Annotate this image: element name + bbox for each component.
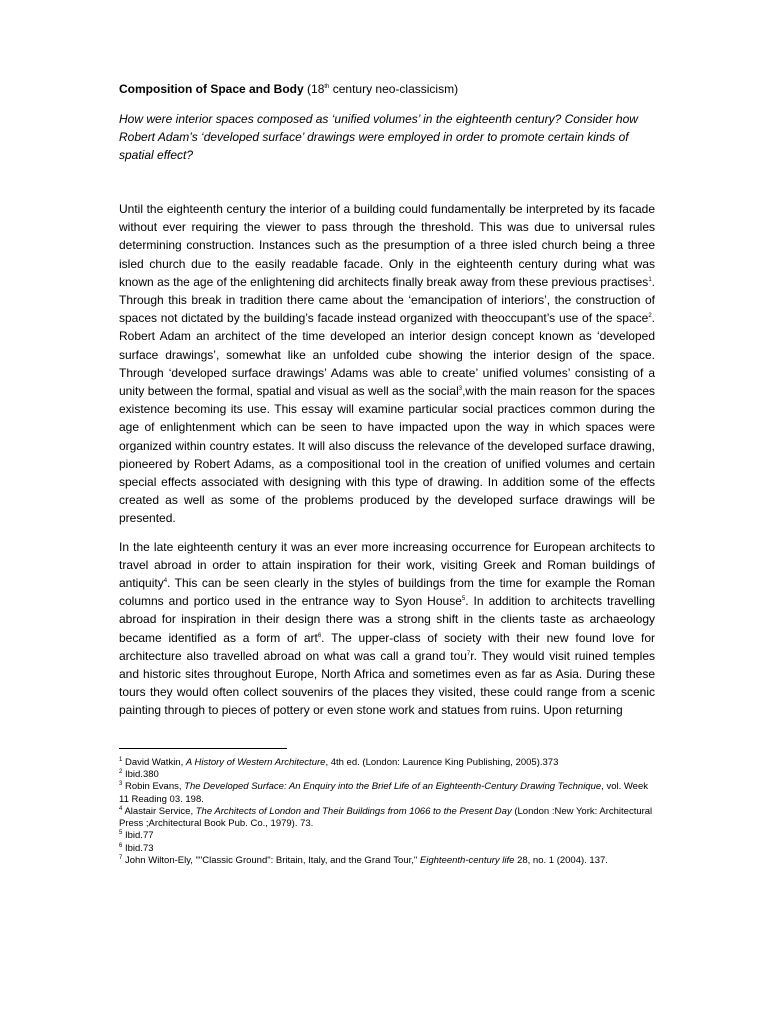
footnote-italic: A History of Western Architecture xyxy=(185,756,326,768)
footnote-italic: Eighteenth-century life xyxy=(419,855,515,867)
footnote-number: 3 xyxy=(119,781,123,788)
essay-subtitle-rest: century neo-classicism) xyxy=(329,82,459,96)
footnote-text: , 4th ed. (London: Laurence King Publishing, 2005).373 xyxy=(325,756,559,768)
footnote-text: Ibid.380 xyxy=(122,768,159,780)
essay-title: Composition of Space and Body xyxy=(119,82,304,96)
essay-subtitle-open: (18 xyxy=(307,82,325,96)
essay-subtitle-sup: th xyxy=(324,84,330,90)
footnote-text: Ibid.77 xyxy=(122,830,154,842)
footnote-ref: 6 xyxy=(317,632,322,639)
paragraph-text: ,with the main reason for the spaces existence becoming its use. This essay will examine particular social practices common during the age of enlightenment which can be seen to have impacted upon the way in which spaces were organized within country estates. It will also discuss the relevance of the developed surface drawing, pioneered by Robert Adams, as a compositional tool in the creation of unified volumes and certain special effects associated with designing with this type of drawing. In addition some of the effects created as well as some of the problems produced by the developed surface drawings will be presented. xyxy=(119,384,655,526)
footnote xyxy=(119,830,655,842)
footnote-number: 7 xyxy=(119,854,123,861)
paragraph-text: In the late eighteenth century it was an ever more increasing occurrence for European architects to travel abroad in order to attain inspiration for their work, visiting Greek and Roman buildings of antiquity xyxy=(119,539,655,591)
footnote-ref: 3 xyxy=(458,386,463,393)
footnote-ref: 2 xyxy=(648,313,652,320)
footnote-italic: The Architects of London and Their Buildings from 1066 to the Present Day xyxy=(195,805,512,817)
footnote-number: 4 xyxy=(119,805,123,812)
paragraph-text: . This can be seen clearly in the styles of buildings from the time for example the Roman columns and portico used in the entrance way to Syon House xyxy=(119,576,655,609)
footnote xyxy=(119,757,655,769)
footnote-text: Robin Evans, xyxy=(122,781,185,793)
footnote-text: Ibid.73 xyxy=(122,842,154,854)
footnote-ref: 7 xyxy=(466,650,471,657)
footnote-text: John Wilton-Ely, ""Classic Ground": Britain, Italy, and the Grand Tour," xyxy=(122,855,420,867)
essay-question: How were interior spaces composed as ‘unified volumes’ in the eighteenth century? Consider how Robert Adam’s ‘developed surface’ drawings were employed in order to promote certain kinds of spatial effect? xyxy=(119,112,638,162)
essay-heading xyxy=(119,80,655,98)
paragraph-1 xyxy=(119,200,655,528)
paragraph-2 xyxy=(119,538,655,720)
footnote-number: 1 xyxy=(119,756,123,763)
footnote-divider xyxy=(119,748,287,749)
document-page xyxy=(119,80,655,867)
paragraph-text: . Robert Adam an architect of the time developed an interior design concept known as ‘developed surface drawings’, somewhat like an unfolded cube showing the interior design of the space. Through ‘developed surface drawings’ Adams was able to create’ unified volumes’ consisting of a unity between the formal, spatial and visual as well as the social xyxy=(119,311,655,399)
footnote-ref: 5 xyxy=(461,596,466,603)
footnote xyxy=(119,769,655,781)
footnote-text: 28, no. 1 (2004). 137. xyxy=(514,855,608,867)
footnote-text: David Watkin, xyxy=(122,756,186,768)
footnote-text: , vol. Week 11 Reading 03. 198. xyxy=(119,781,648,805)
paragraph-text: . In addition to architects travelling abroad for inspiration in their design there was a strong shift in the clients taste as archaeology became identified as a form of art xyxy=(119,594,655,645)
footnote-text: Alastair Service, xyxy=(122,805,196,817)
footnote xyxy=(119,781,655,806)
footnote-number: 2 xyxy=(119,768,123,775)
footnote-italic: The Developed Surface: An Enquiry into the Brief Life of an Eighteenth-Century Drawing Technique xyxy=(184,781,602,793)
footnote-text: (London :New York: Architectural Press ;Architectural Book Pub. Co., 1979). 73. xyxy=(119,805,653,830)
paragraph-text: r. They would visit ruined temples and historic sites throughout Europe, North Africa and sometimes even as far as Asia. During these tours they would often collect souvenirs of the places they visited, these could range from a scenic painting through to pieces of pottery or even stone work and statues from ruins. Upon returning xyxy=(119,648,655,718)
footnote xyxy=(119,806,655,831)
footnote xyxy=(119,843,655,855)
paragraph-text: . Through this break in tradition there came about the ‘emancipation of interiors’, the construction of spaces not dictated by the building’s facade instead organized with theoccupant’s use of the space xyxy=(119,274,655,326)
paragraph-text: Until the eighteenth century the interior of a building could fundamentally be interpreted by its facade without ever requiring the viewer to pass through the threshold. This was due to universal rules determining construction. Instances such as the presumption of a three isled church being a three isled church due to the easily readable facade. Only in the eighteenth century during what was known as the age of the enlightening did architects finally break away from these previous practises xyxy=(119,202,655,289)
footnote xyxy=(119,855,655,867)
paragraph-text: . The upper-class of society with their new found love for architecture also travelled abroad on what was call a grand tou xyxy=(119,630,655,663)
footnote-number: 5 xyxy=(119,830,123,837)
footnote-ref: 1 xyxy=(648,276,652,283)
footnote-ref: 4 xyxy=(163,578,168,585)
footnote-number: 6 xyxy=(119,842,123,849)
footnotes xyxy=(119,757,655,868)
